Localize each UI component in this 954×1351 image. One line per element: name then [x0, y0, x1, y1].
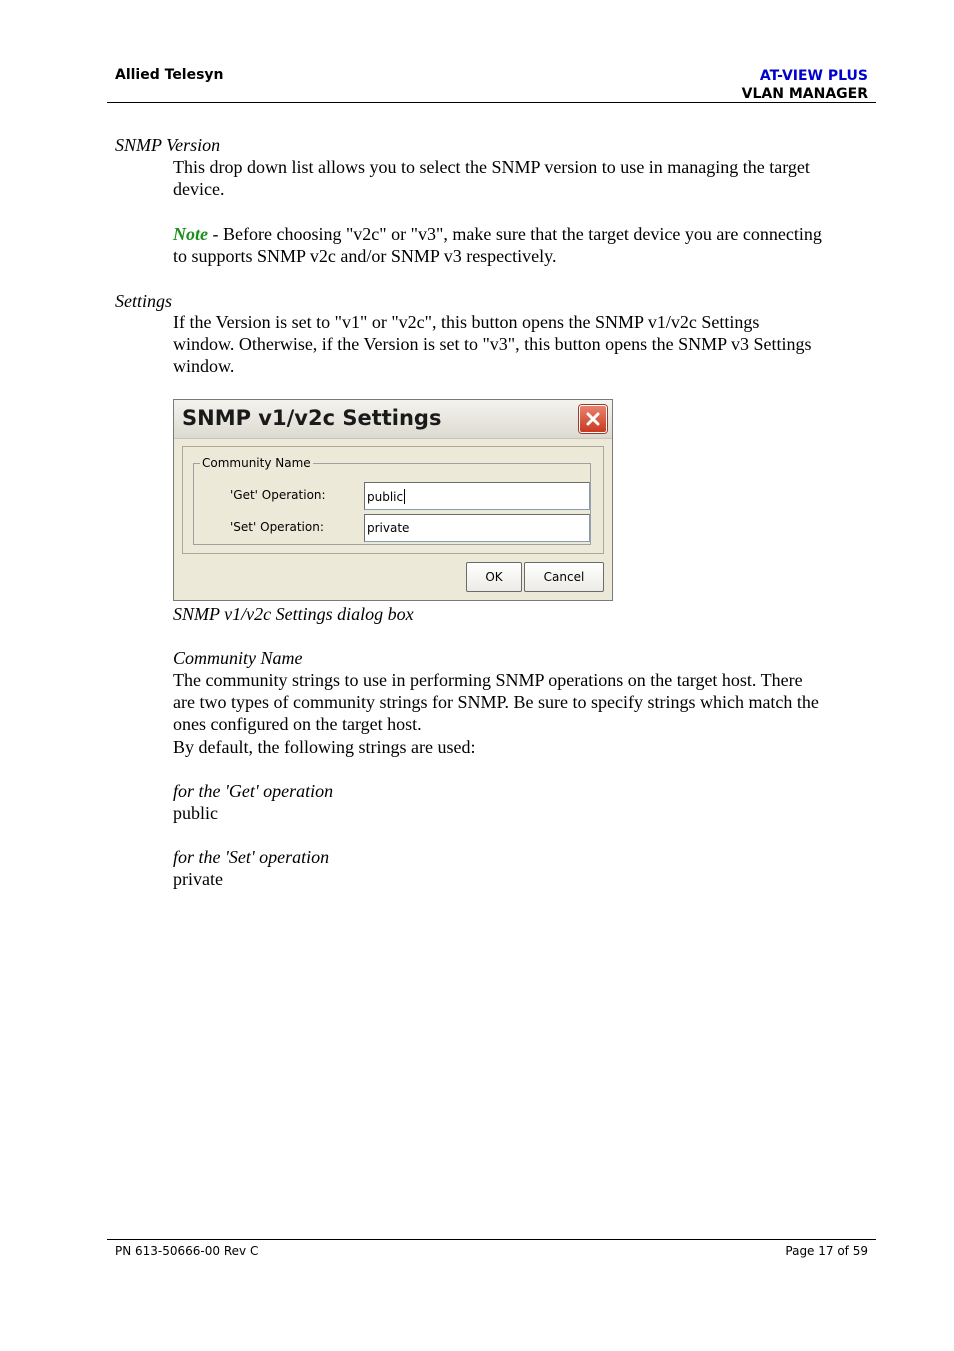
set-heading: for the 'Set' operation: [173, 847, 330, 867]
ok-button[interactable]: OK: [466, 562, 522, 592]
header-product-block: [742, 67, 868, 103]
get-default-value: public: [173, 803, 218, 823]
snmp-settings-dialog: [173, 399, 613, 601]
header-product: AT-VIEW PLUS: [759, 68, 868, 84]
get-operation-value: public: [367, 490, 404, 504]
header-module: VLAN MANAGER: [741, 86, 868, 102]
community-text-4: By default, the following strings are used:: [173, 737, 476, 757]
header-company: Allied Telesyn: [115, 67, 224, 83]
get-operation-input[interactable]: [364, 482, 590, 510]
community-text-3: ones configured on the target host.: [173, 714, 422, 734]
get-heading: for the 'Get' operation: [173, 781, 334, 801]
close-icon: [585, 411, 601, 427]
close-button[interactable]: [579, 405, 607, 433]
set-operation-label: 'Set' Operation:: [230, 520, 324, 534]
snmp-version-text-2: device.: [173, 179, 225, 199]
note-text-2: to supports SNMP v2c and/or SNMP v3 respectively.: [173, 246, 557, 266]
note-label: Note: [173, 224, 208, 244]
settings-heading: Settings: [115, 291, 172, 311]
community-group-label: Community Name: [202, 456, 311, 470]
dialog-titlebar: [174, 400, 612, 439]
cancel-button[interactable]: Cancel: [524, 562, 604, 592]
snmp-version-heading: SNMP Version: [115, 135, 221, 155]
snmp-version-text-1: This drop down list allows you to select the SNMP version to use in managing the target: [173, 157, 810, 177]
text-caret: [404, 489, 405, 504]
set-default-value: private: [173, 869, 223, 889]
settings-text-2: window. Otherwise, if the Version is set to "v3", this button opens the SNMP v3 Settings: [173, 334, 812, 354]
footer-part-number: PN 613-50666-00 Rev C: [115, 1244, 259, 1258]
community-heading: Community Name: [173, 648, 303, 668]
set-operation-input[interactable]: [364, 514, 590, 542]
header-rule: [107, 102, 876, 103]
get-operation-label: 'Get' Operation:: [230, 488, 326, 502]
note-text-1: - Before choosing "v2c" or "v3", make sure that the target device you are connecting: [208, 224, 822, 244]
settings-text-1: If the Version is set to "v1" or "v2c", this button opens the SNMP v1/v2c Settings: [173, 312, 760, 332]
dialog-title: SNMP v1/v2c Settings: [182, 406, 442, 430]
settings-text-3: window.: [173, 356, 235, 376]
community-text-1: The community strings to use in performing SNMP operations on the target host. There: [173, 670, 803, 690]
set-operation-value: private: [367, 521, 410, 535]
note-line-1: [173, 223, 822, 245]
footer-page-number: Page 17 of 59: [785, 1244, 868, 1258]
figure-caption: SNMP v1/v2c Settings dialog box: [173, 604, 414, 624]
footer-rule: [107, 1239, 876, 1240]
community-text-2: are two types of community strings for SNMP. Be sure to specify strings which match the: [173, 692, 819, 712]
